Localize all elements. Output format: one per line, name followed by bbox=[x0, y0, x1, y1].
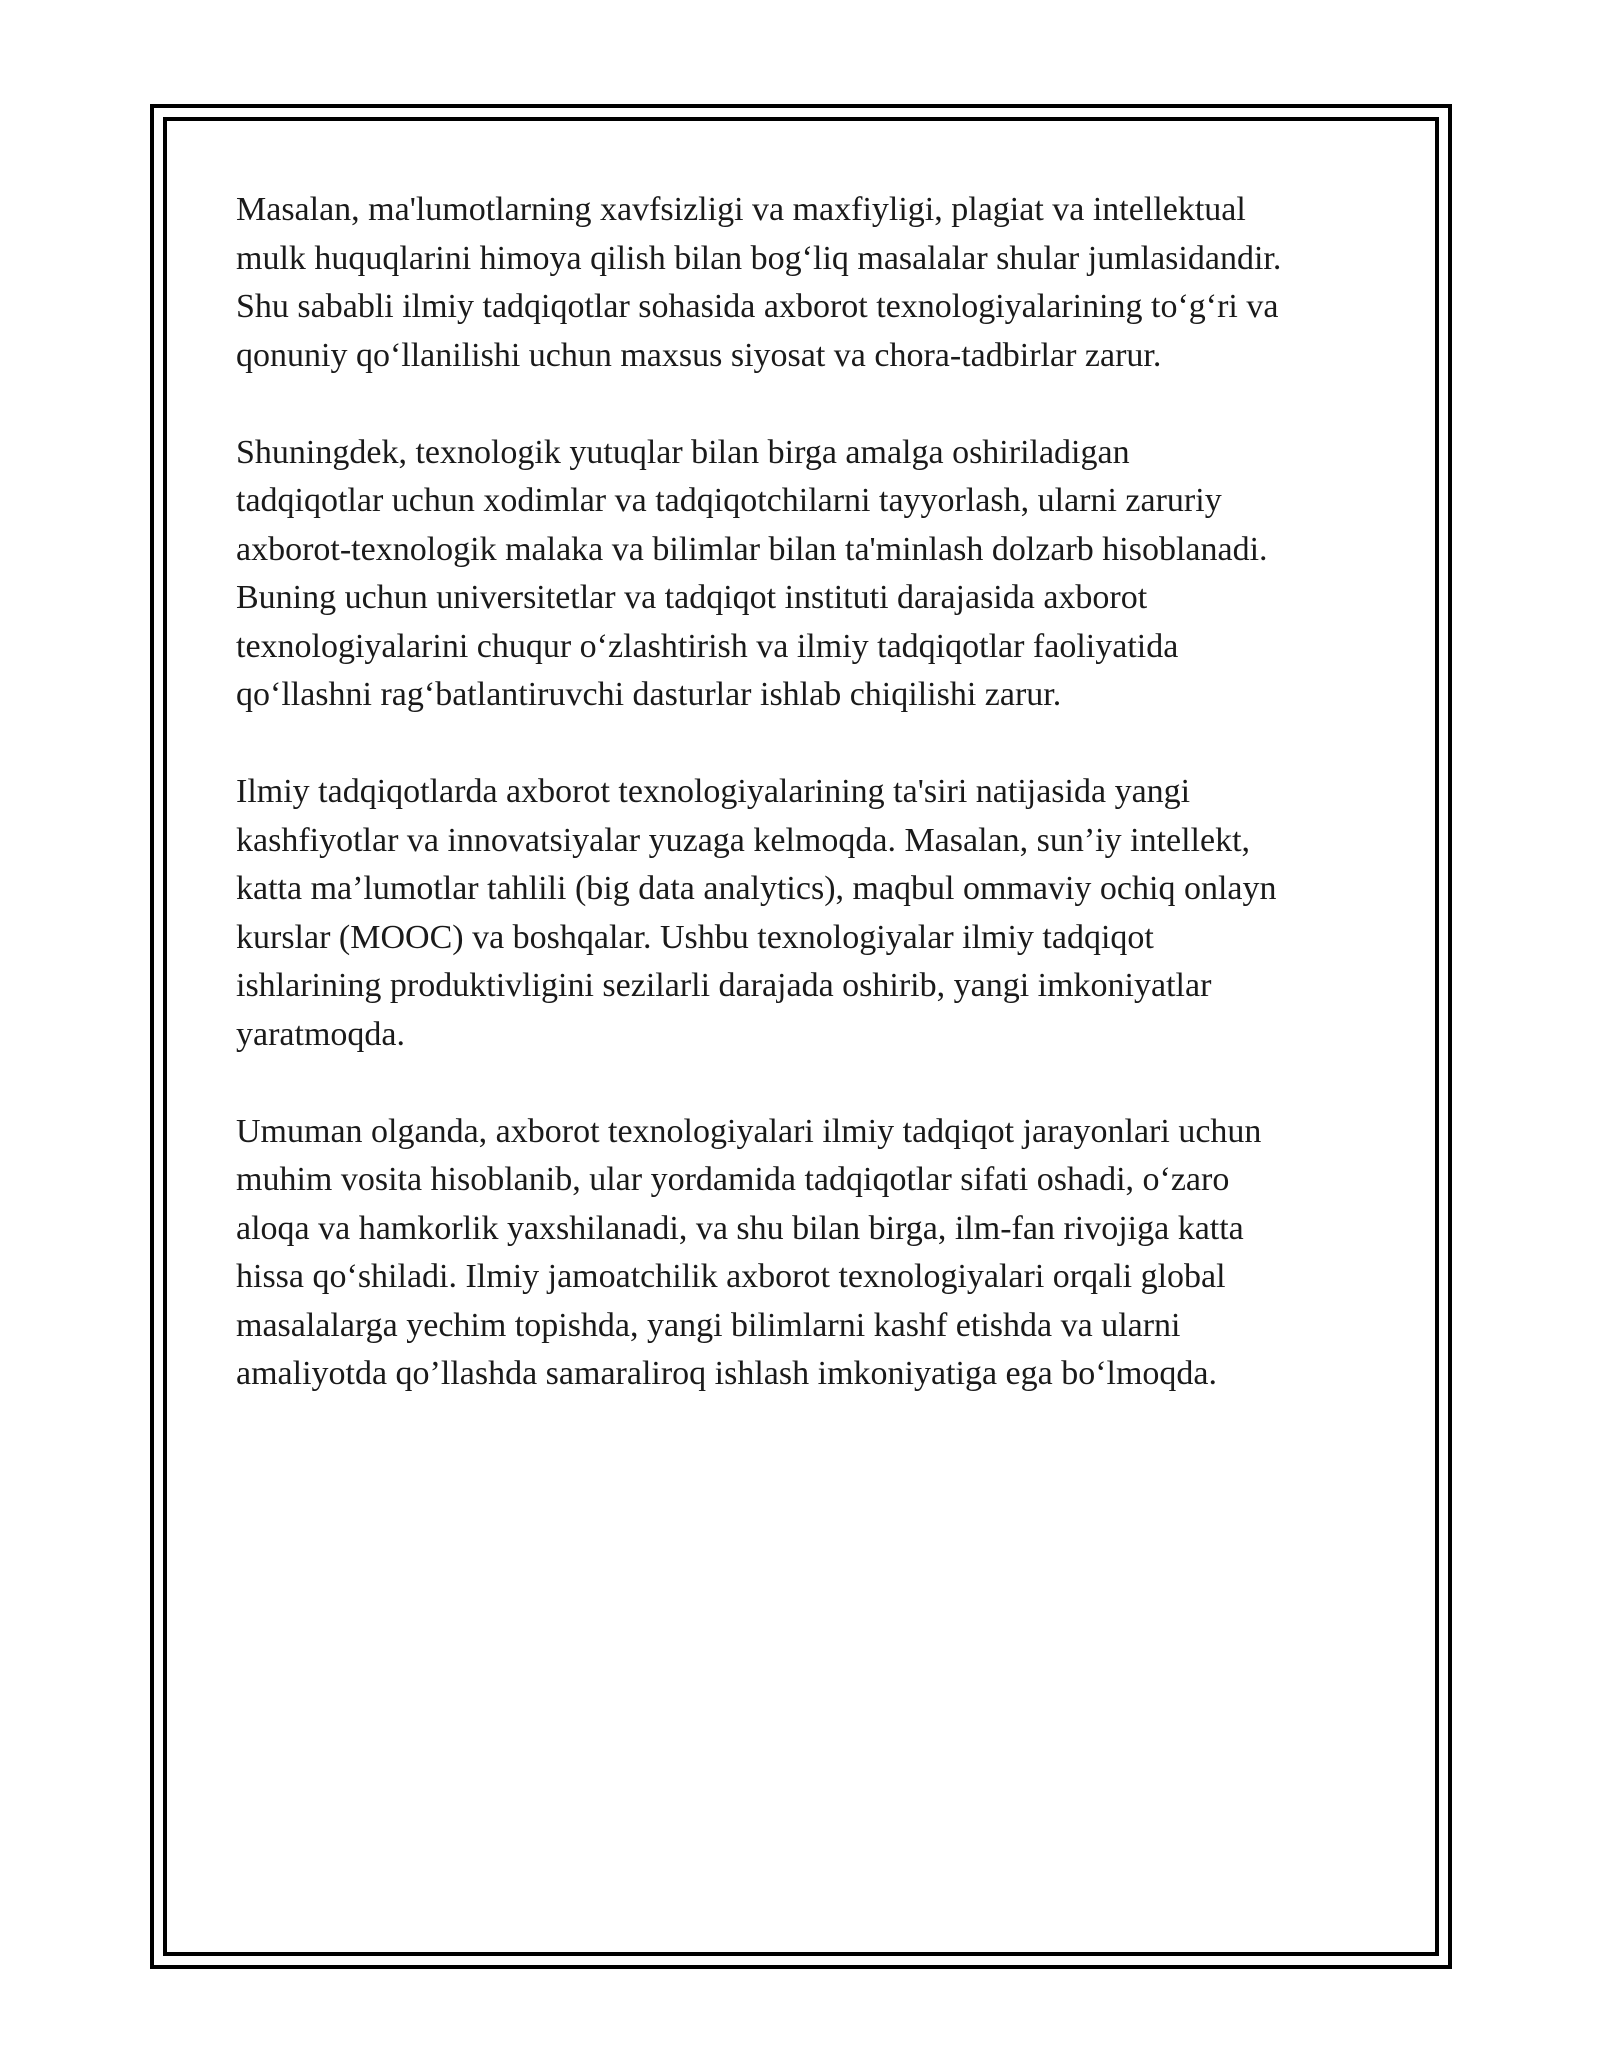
paragraph-4 bbox=[236, 1108, 1386, 1399]
text-line: amaliyotda qo’llashda samaraliroq ishlash imkoniyatiga ega bo‘lmoqda. bbox=[236, 1355, 1218, 1392]
text-line: qonuniy qo‘llanilishi uchun maxsus siyosat va chora-tadbirlar zarur. bbox=[236, 336, 1162, 374]
text-line: kurslar (MOOC) va boshqalar. Ushbu texnologiyalar ilmiy tadqiqot bbox=[236, 918, 1154, 956]
text-line: mulk huquqlarini himoya qilish bilan bog‘liq masalalar shular jumlasidandir. bbox=[236, 239, 1282, 277]
text-line: aloqa va hamkorlik yaxshilanadi, va shu bilan birga, ilm-fan rivojiga katta bbox=[236, 1209, 1244, 1247]
text-line: Shuningdek, texnologik yutuqlar bilan birga amalga oshiriladigan bbox=[236, 433, 1130, 471]
paragraph-2 bbox=[236, 429, 1386, 720]
text-line: muhim vosita hisoblanib, ular yordamida tadqiqotlar sifati oshadi, o‘zaro bbox=[236, 1161, 1230, 1198]
text-line: yaratmoqda. bbox=[236, 1015, 405, 1053]
text-line: qo‘llashni rag‘batlantiruvchi dasturlar ishlab chiqilishi zarur. bbox=[236, 676, 1062, 713]
text-line: ishlarining produktivligini sezilarli darajada oshirib, yangi imkoniyatlar bbox=[236, 967, 1212, 1004]
document-body bbox=[236, 186, 1386, 1447]
text-line: texnologiyalarini chuqur o‘zlashtirish va ilmiy tadqiqotlar faoliyatida bbox=[236, 627, 1179, 665]
text-line: Buning uchun universitetlar va tadqiqot instituti darajasida axborot bbox=[236, 579, 1148, 616]
text-line: katta ma’lumotlar tahlili (big data analytics), maqbul ommaviy ochiq onlayn bbox=[236, 870, 1277, 907]
text-line: Ilmiy tadqiqotlarda axborot texnologiyalarining ta'siri natijasida yangi bbox=[236, 773, 1191, 810]
paragraph-3 bbox=[236, 768, 1386, 1059]
paragraph-1 bbox=[236, 186, 1386, 380]
text-line: Umuman olganda, axborot texnologiyalari ilmiy tadqiqot jarayonlari uchun bbox=[236, 1112, 1262, 1150]
text-line: kashfiyotlar va innovatsiyalar yuzaga kelmoqda. Masalan, sun’iy intellekt, bbox=[236, 821, 1251, 859]
text-line: masalalarga yechim topishda, yangi bilimlarni kashf etishda va ularni bbox=[236, 1306, 1181, 1344]
text-line: axborot-texnologik malaka va bilimlar bilan ta'minlash dolzarb hisoblanadi. bbox=[236, 530, 1268, 568]
text-line: Shu sababli ilmiy tadqiqotlar sohasida axborot texnologiyalarining to‘g‘ri va bbox=[236, 288, 1279, 325]
text-line: hissa qo‘shiladi. Ilmiy jamoatchilik axborot texnologiyalari orqali global bbox=[236, 1258, 1226, 1295]
text-line: Masalan, ma'lumotlarning xavfsizligi va maxfiyligi, plagiat va intellektual bbox=[236, 191, 1246, 228]
text-line: tadqiqotlar uchun xodimlar va tadqiqotchilarni tayyorlash, ularni zaruriy bbox=[236, 482, 1222, 519]
